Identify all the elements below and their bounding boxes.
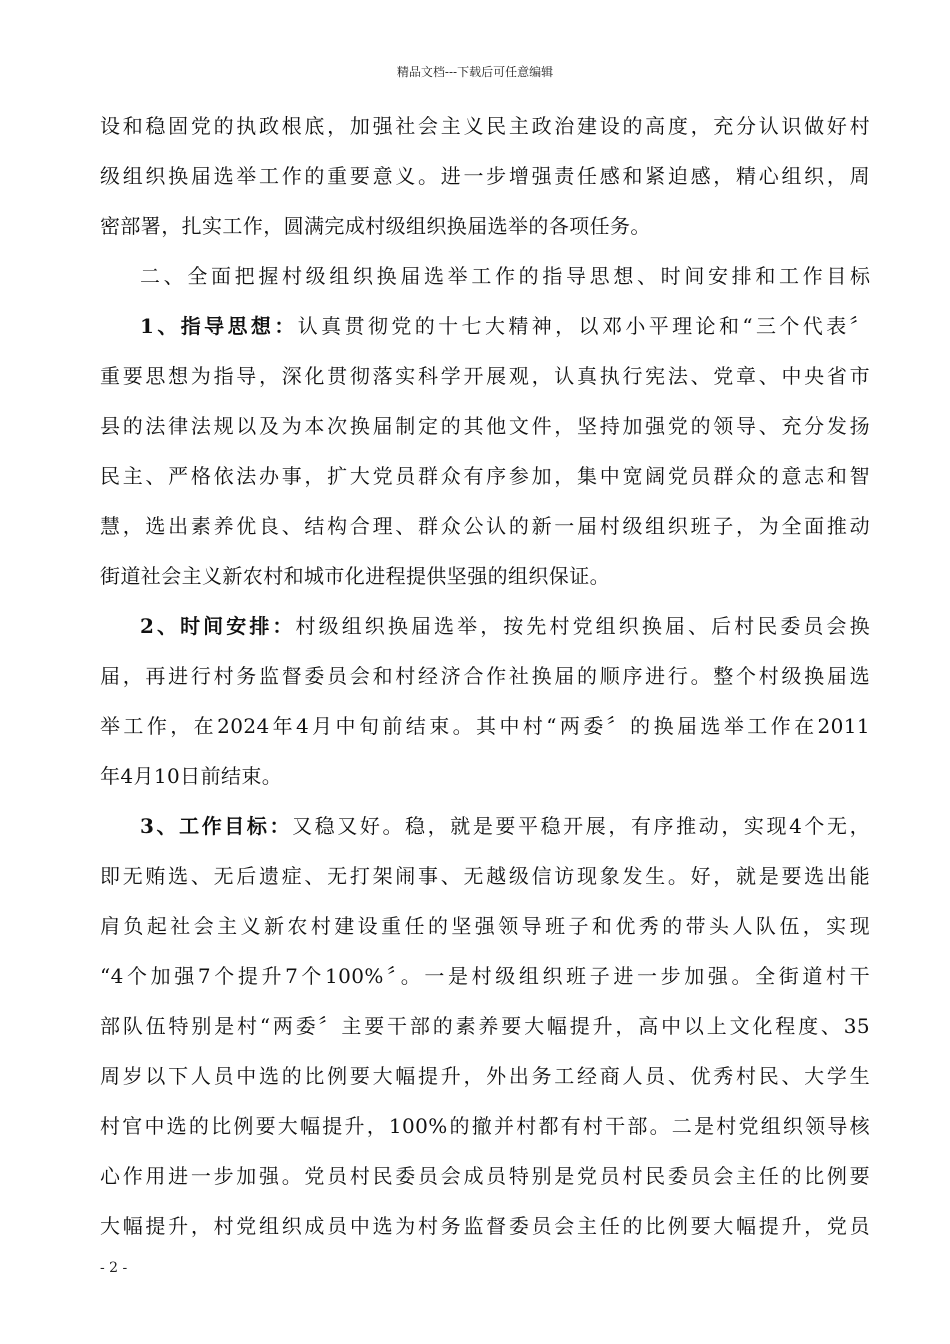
paragraph-line	[140, 604, 870, 648]
paragraph-line: 心作用进一步加强。党员村民委员会成员特别是党员村民委员会主任的比例要	[100, 1164, 870, 1188]
guiding-thought-label: 1、指导思想：	[140, 314, 298, 338]
paragraph-line: 年4月10日前结束。	[100, 764, 283, 788]
paragraph-line: 重要思想为指导，深化贯彻落实科学开展观，认真执行宪法、党章、中央省市	[100, 364, 870, 388]
paragraph-line	[140, 304, 870, 348]
paragraph-line: 周岁以下人员中选的比例要大幅提升，外出务工经商人员、优秀村民、大学生	[100, 1064, 870, 1088]
paragraph-line: 部队伍特别是村“两委〞主要干部的素养要大幅提升，高中以上文化程度、35	[100, 1014, 870, 1038]
paragraph-line: 村官中选的比例要大幅提升，100%的撤并村都有村干部。二是村党组织领导核	[100, 1114, 870, 1138]
paragraph-line: 届，再进行村务监督委员会和村经济合作社换届的顺序进行。整个村级换届选	[100, 664, 870, 688]
section-heading: 二、全面把握村级组织换届选举工作的指导思想、时间安排和工作目标	[140, 264, 870, 288]
guiding-thought-text: 认真贯彻党的十七大精神，以邓小平理论和“三个代表〞	[297, 314, 870, 338]
time-schedule-text: 村级组织换届选举，按先村党组织换届、后村民委员会换	[295, 614, 871, 638]
paragraph-line: 街道社会主义新农村和城市化进程提供坚强的组织保证。	[100, 564, 610, 588]
page-header: 精品文档---下载后可任意编辑	[396, 65, 554, 79]
paragraph-line	[140, 804, 870, 848]
paragraph-line: 级组织换届选举工作的重要意义。进一步增强责任感和紧迫感，精心组织，周	[100, 164, 870, 188]
paragraph-line: 密部署，扎实工作，圆满完成村级组织换届选举的各项任务。	[100, 214, 651, 238]
paragraph-line: 设和稳固党的执政根底，加强社会主义民主政治建设的高度，充分认识做好村	[100, 114, 870, 138]
time-schedule-label: 2、时间安排：	[140, 614, 296, 638]
paragraph-line: “4个加强7个提升7个100%〞。一是村级组织班子进一步加强。全街道村干	[100, 964, 870, 988]
work-goals-label: 3、工作目标：	[140, 814, 293, 838]
paragraph-line: 民主、严格依法办事，扩大党员群众有序参加，集中宽阔党员群众的意志和智	[100, 464, 870, 488]
paragraph-line: 慧，选出素养优良、结构合理、群众公认的新一届村级组织班子，为全面推动	[100, 514, 870, 538]
paragraph-line: 肩负起社会主义新农村建设重任的坚强领导班子和优秀的带头人队伍，实现	[100, 914, 870, 938]
paragraph-line: 大幅提升，村党组织成员中选为村务监督委员会主任的比例要大幅提升，党员	[100, 1214, 870, 1238]
paragraph-line: 举工作，在2024年4月中旬前结束。其中村“两委〞的换届选举工作在2011	[100, 714, 870, 738]
page-number: - 2 -	[100, 1260, 128, 1276]
paragraph-line: 县的法律法规以及为本次换届制定的其他文件，坚持加强党的领导、充分发扬	[100, 414, 870, 438]
work-goals-text: 又稳又好。稳，就是要平稳开展，有序推动，实现4个无，	[292, 814, 871, 838]
paragraph-line: 即无贿选、无后遗症、无打架闹事、无越级信访现象发生。好，就是要选出能	[100, 864, 870, 888]
